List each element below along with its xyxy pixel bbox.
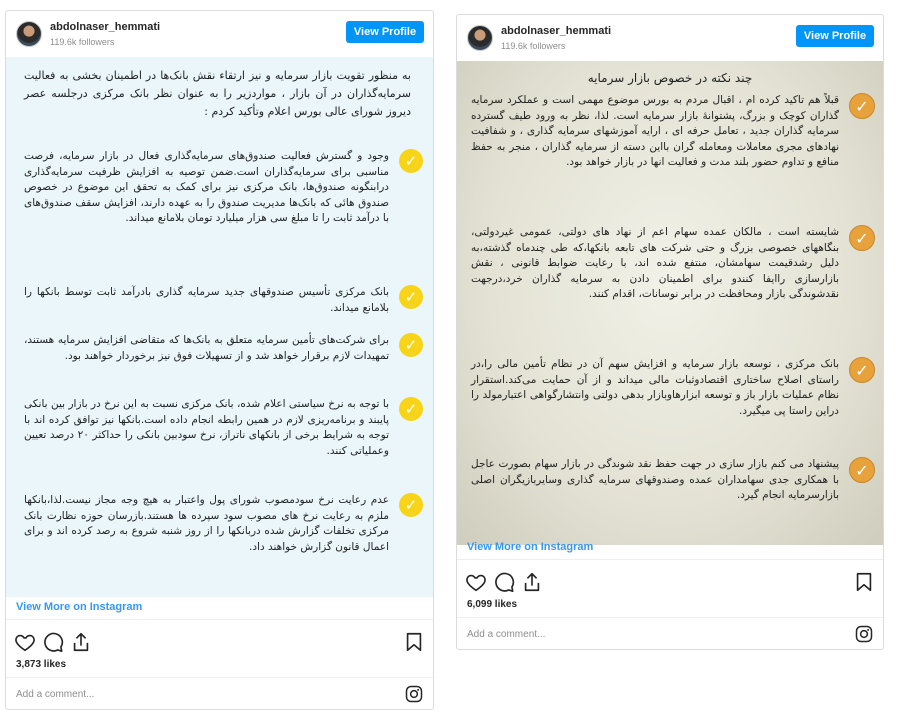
divider	[6, 677, 433, 678]
list-item-text: برای شرکت‌های تأمین سرمایه متعلق به بانک‌ها که متقاضی افزایش سرمایه هستند، تمهیدات لازم برقرار خواهد شد و از تسهیلات فوق نیز برخوردار خواهند بود.	[24, 334, 389, 362]
check-icon: ✓	[849, 357, 875, 383]
check-icon: ✓	[849, 225, 875, 251]
list-item	[24, 397, 423, 481]
view-more-link[interactable]: View More on Instagram	[16, 601, 143, 613]
check-icon: ✓	[849, 93, 875, 119]
list-item-text: بانک مرکزی ، توسعه بازار سرمایه و افزایش سهم آن در نظام تأمین مالی را،در راستای اصلاح ساختاری اقتصادوثبات مالی میداند و از آن حمایت می‌کند.استقرار نظام عملیات بازار باز و توسعه ابزارهاوبازار بدهی دولتی وانتشارگواهی اعتبارمولد را دراین راستا پی میگیرد.	[471, 358, 839, 417]
check-icon: ✓	[849, 457, 875, 483]
check-icon: ✓	[399, 397, 423, 421]
follower-count: 119.6k followers	[501, 41, 566, 51]
like-count[interactable]: 3,873 likes	[16, 659, 67, 670]
divider	[457, 559, 883, 560]
list-item	[24, 493, 423, 593]
list-item	[471, 357, 875, 447]
list-item-text: وجود و گسترش فعالیت صندوق‌های سرمایه‌گذاری فعال در بازار سرمایه، فرصت مناسبی برای سرمایه‌گذاران است.ضمن توصیه به افزایش ظرفیت سرمایه‌گذاری درابنگونه صندوق‌ها، بانک مرکزی نیز برای کمک به تحقق این موضوع در خصوص صندوق هائی که بانک‌ها مدیریت صندوق را به عهده دارند، افزایش سقف صندوق‌های با درآمد ثابت را تا مبلغ سی هزار میلیارد تومان بلامانع میداند.	[24, 150, 389, 224]
post-header	[457, 15, 883, 61]
post-image[interactable]	[6, 57, 433, 597]
post-title: چند نکته در خصوص بازار سرمایه	[587, 71, 753, 85]
post-header	[6, 11, 433, 57]
share-icon[interactable]	[70, 631, 92, 653]
bookmark-icon[interactable]	[403, 631, 425, 653]
heart-icon[interactable]	[465, 571, 487, 593]
divider	[6, 619, 433, 620]
username[interactable]: abdolnaser_hemmati	[50, 21, 161, 33]
view-profile-button[interactable]: View Profile	[346, 21, 424, 43]
check-icon: ✓	[399, 333, 423, 357]
comment-icon[interactable]	[42, 631, 64, 653]
view-more-link[interactable]: View More on Instagram	[467, 541, 594, 553]
list-item-text: بانک مرکزی تأسیس صندوقهای جدید سرمایه گذاری بادرآمد ثابت توسط بانکها را بلامانع میداند.	[24, 286, 389, 314]
post-intro-text: به منظور تقویت بازار سرمایه و نیز ارتقاء نقش بانک‌ها در اطمینان بخشی به فعالیت سرمایه‌گذاران در آن بازار ، مواردزیر را به عنوان نظر بانک مرکزی درجلسه عصر دیروز شورای عالی بورس اعلام وتأکید کردم :	[24, 69, 411, 118]
instagram-embed-right	[456, 14, 884, 650]
avatar[interactable]	[467, 25, 493, 51]
list-item	[471, 457, 875, 537]
list-item-text: عدم رعایت نرخ سودمصوب شورای پول واعتبار به هیچ وجه مجاز نیست.لذا،بانکها ملزم به رعایت نرخ های مصوب سود سپرده ها هستند.بازرسان حوزه نظارت بانک مرکزی تخلفات گزارش شده دربانکها را از روز شنبه شروع به رصد کرده اند و برای اعمال قانون گزارش خواهند داد.	[24, 494, 389, 553]
list-item	[24, 285, 423, 321]
check-icon: ✓	[399, 285, 423, 309]
instagram-icon[interactable]	[855, 625, 873, 643]
list-item-text: با توجه به نرخ سیاستی اعلام شده، بانک مرکزی نسبت به این نرخ در بازار بین بانکی پایبند و برنامه‌ریزی لازم در همین رابطه انجام داده است.بانکها نیز توافق کرده اند با توجه به شرایط برخی از بانکهای ناتراز، نرخ سودبین بانکی را حداکثر ۲۰ درصد تعیین وعملیاتی کنند.	[24, 398, 389, 457]
view-profile-button[interactable]: View Profile	[796, 25, 874, 47]
like-count[interactable]: 6,099 likes	[467, 599, 518, 610]
post-image[interactable]	[457, 61, 883, 545]
instagram-icon[interactable]	[405, 685, 423, 703]
heart-icon[interactable]	[14, 631, 36, 653]
list-item	[24, 333, 423, 385]
list-item-text: قبلاً هم تاکید کرده ام ، اقبال مردم به بورس موضوع مهمی است و عملکرد سرمایه گذاران کوچک و بزرگ، پشتوانهٔ بازار سرمایه است. لذا، نظر به ورود طیف گسترده سرمایه گذاران جدید ، تعامل حرفه ای ، ارایه آموزشهای سرمایه گذاری ، و شفافیت نهادهای مجری معاملات ومعامله گران بااین دسته از سرمایه گذاران ، منجر به حفظ منافع و تداوم حضور بلند مدت و فعالیت انها در بازار خواهد بود.	[471, 94, 839, 168]
username[interactable]: abdolnaser_hemmati	[501, 25, 612, 37]
list-item	[471, 225, 875, 355]
share-icon[interactable]	[521, 571, 543, 593]
instagram-embed-left	[5, 10, 434, 710]
check-icon: ✓	[399, 149, 423, 173]
list-item	[471, 93, 875, 223]
action-bar	[457, 569, 883, 595]
add-comment-link[interactable]: Add a comment...	[467, 629, 546, 640]
add-comment-link[interactable]: Add a comment...	[16, 689, 95, 700]
check-icon: ✓	[399, 493, 423, 517]
comment-icon[interactable]	[493, 571, 515, 593]
list-item-text: پیشنهاد می کنم بازار سازی در جهت حفظ نقد شوندگی در بازار سهام بصورت عاجل با همکاری جدی سهامداران عمده وصندوقهای سرمایه گذاری وسایربازیگران اصلی بازارسرمایه انجام گیرد.	[471, 458, 839, 501]
bookmark-icon[interactable]	[853, 571, 875, 593]
follower-count: 119.6k followers	[50, 37, 115, 47]
list-item-text: شایسته است ، مالکان عمده سهام اعم از نهاد های دولتی، عمومی غیردولتی، بنگاههای خصوصی بزرگ و حتی شرکت های تابعه بانکها،که طی چندماه گذشته،به دلیل رشدقیمت سهامشان، منتفع شده اند، با رعایت ضوابط قانونی ، نقش بازارسازی راایفا کنندو برای اطمینان دادن به سرمایه گذاران خرد،درجهت نقدشوندگی بازار ومحافظت در برابر نوسانات، اقدام کنند.	[471, 226, 839, 300]
divider	[457, 617, 883, 618]
action-bar	[6, 629, 433, 655]
avatar[interactable]	[16, 21, 42, 47]
list-item	[24, 149, 423, 269]
